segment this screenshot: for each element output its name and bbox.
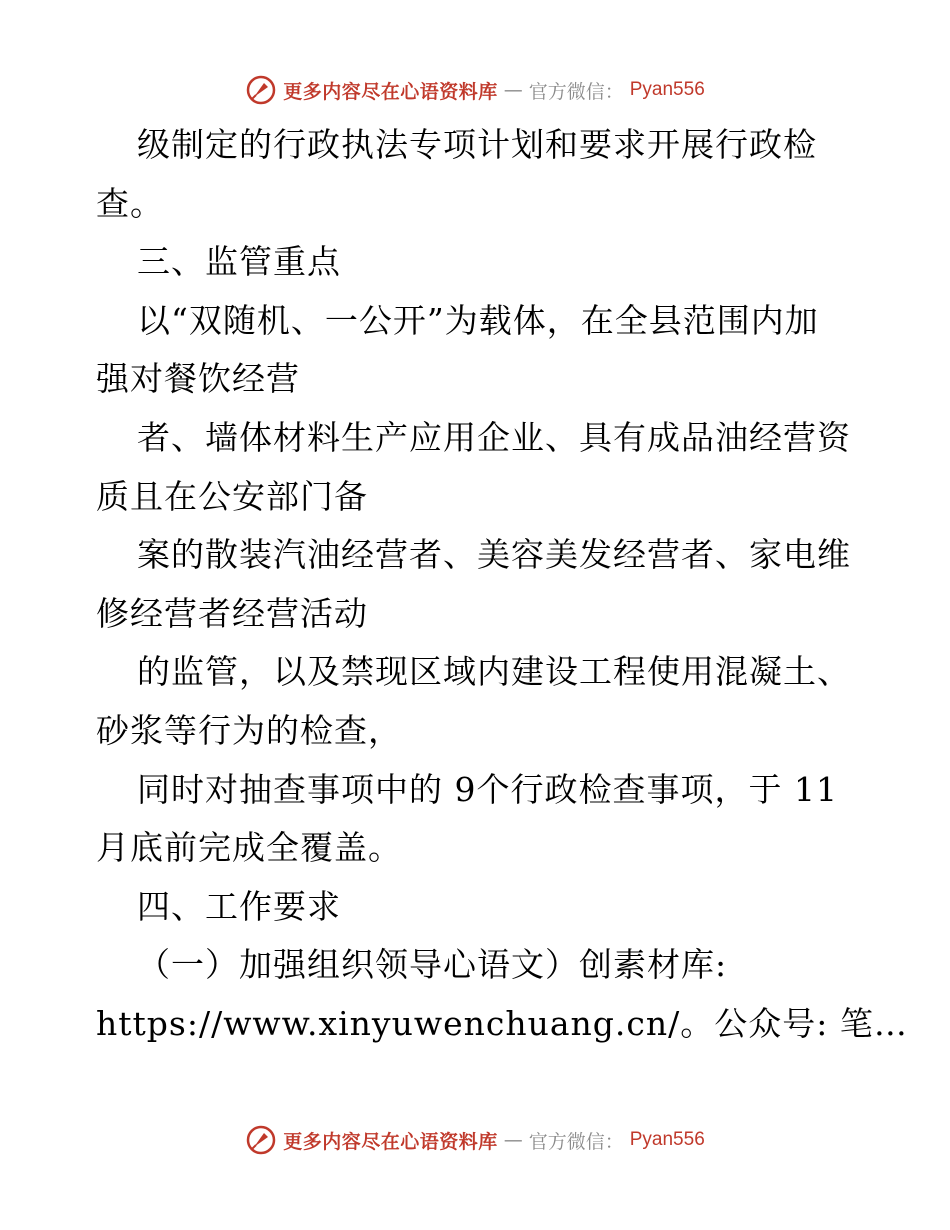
body-line: 案的散装汽油经营者、美容美发经营者、家电维	[137, 535, 851, 575]
body-line: 以“双随机、一公开”为载体，在全县范围内加	[137, 300, 819, 340]
watermark-wechat-label: 官方微信：	[528, 80, 624, 103]
body-line: 砂浆等行为的检查，	[96, 710, 402, 750]
section-heading: 三、监管重点	[137, 242, 341, 282]
watermark-dash: —	[503, 1129, 523, 1151]
pen-nib-icon	[245, 1124, 277, 1156]
document-body	[96, 116, 908, 1054]
pen-nib-icon	[245, 74, 277, 106]
section-heading: 四、工作要求	[137, 886, 341, 926]
body-line: 强对餐饮经营	[96, 359, 300, 399]
body-line: 月底前完成全覆盖。	[96, 828, 402, 868]
header-watermark	[0, 70, 950, 110]
body-line: 级制定的行政执法专项计划和要求开展行政检	[137, 125, 817, 164]
body-line: 者、墙体材料生产应用企业、具有成品油经营资	[137, 417, 851, 457]
watermark-wechat-label: 官方微信：	[528, 1130, 624, 1153]
footer-watermark	[0, 1120, 950, 1160]
watermark-brand: 更多内容尽在心语资料库	[283, 1130, 498, 1153]
watermark-dash: —	[503, 79, 523, 101]
body-line-url: https://www.xinyuwenchuang.cn/。公众号: 笔…	[96, 1003, 908, 1043]
watermark-brand: 更多内容尽在心语资料库	[283, 80, 498, 103]
subsection-heading: （一）加强组织领导心语文）创素材库:	[137, 945, 728, 985]
body-line: 查。	[96, 183, 164, 223]
watermark-wechat-id: Pyan556	[629, 1129, 705, 1150]
body-line: 修经营者经营活动	[96, 593, 368, 633]
body-line: 质且在公安部门备	[96, 476, 368, 516]
body-line: 的监管，以及禁现区域内建设工程使用混凝土、	[137, 652, 851, 692]
body-line: 同时对抽查事项中的 9个行政检查事项，于 11	[137, 769, 838, 809]
watermark-wechat-id: Pyan556	[629, 79, 705, 100]
